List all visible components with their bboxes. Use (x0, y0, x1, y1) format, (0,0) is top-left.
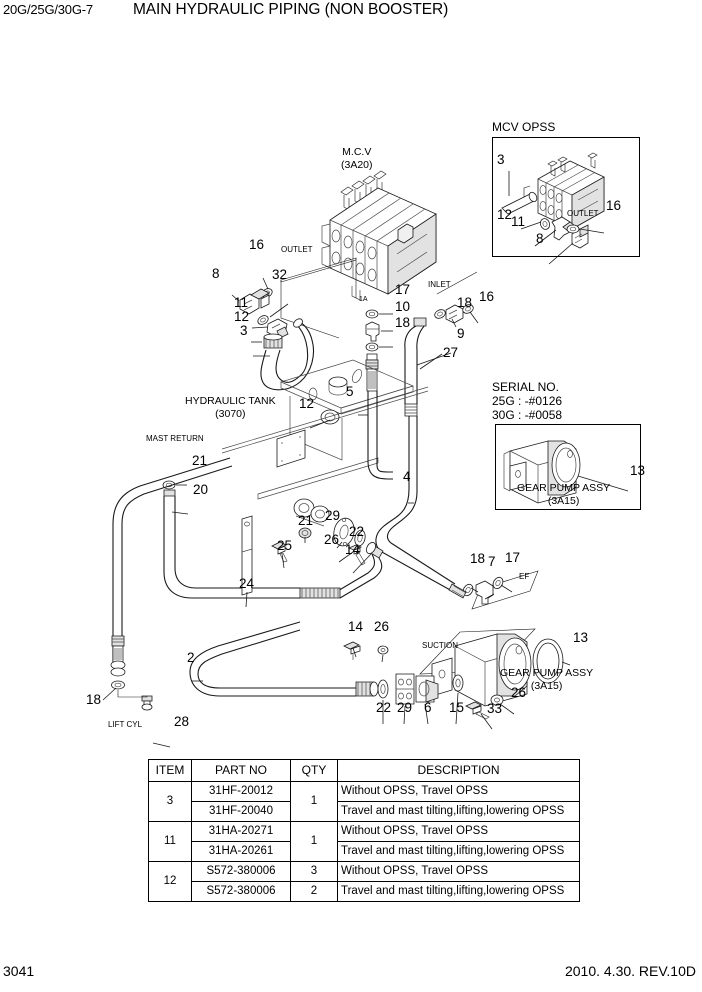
cell-qty: 3 (291, 862, 338, 882)
suction-label: SUCTION (422, 641, 458, 650)
outlet-left-label: OUTLET (281, 245, 313, 254)
callout-28: 28 (174, 714, 190, 729)
callout-9-inlet: 9 (457, 326, 465, 341)
cell-qty: 1 (291, 822, 338, 862)
table-row (149, 842, 580, 862)
header-part-no: PART NO (192, 760, 291, 782)
cell-part-no: S572-380006 (192, 862, 291, 882)
mcv-name: M.C.V (342, 146, 372, 158)
mast-return-label: MAST RETURN (146, 434, 204, 443)
parts-table-container (148, 759, 580, 902)
mcv-opss-inset-frame (492, 137, 640, 257)
callout-10: 10 (395, 299, 411, 314)
cell-item: 3 (149, 782, 192, 822)
callout-18-ef: 18 (470, 551, 486, 566)
mcv-opss-callout-3: 3 (497, 152, 505, 167)
mcv-label (341, 146, 373, 171)
header-description: DESCRIPTION (338, 760, 580, 782)
callout-14-suction: 14 (348, 619, 364, 634)
pipe-line-4 (376, 416, 455, 591)
hydraulic-tank-label (185, 395, 276, 420)
callout-18-inlet: 18 (457, 295, 473, 310)
outlet-fitting-group-left (240, 258, 356, 390)
callout-7-ef: 7 (488, 554, 496, 569)
serial-inset-callout-13: 13 (630, 463, 646, 478)
serial-gear-pump-label (517, 482, 610, 507)
callout-15: 15 (449, 700, 465, 715)
mcv-opss-callout-11: 11 (511, 214, 526, 229)
port-1a-label: 1A (359, 296, 368, 303)
cell-description: Without OPSS, Travel OPSS (338, 862, 580, 882)
table-header-row (149, 760, 580, 782)
cell-item: 11 (149, 822, 192, 862)
callout-21-center: 21 (298, 513, 314, 528)
callout-18-liftcyl: 18 (86, 692, 102, 707)
table-row (149, 882, 580, 902)
callout-27: 27 (443, 345, 459, 360)
hydraulic-tank-body (222, 360, 428, 499)
callout-24: 24 (239, 576, 255, 591)
cell-qty: 2 (291, 882, 338, 902)
callout-25: 25 (277, 538, 293, 553)
callout-13-oring: 13 (573, 630, 589, 645)
cell-part-no: 31HF-20040 (192, 802, 291, 822)
parts-table (148, 759, 580, 902)
table-row (149, 802, 580, 822)
page-number: 3041 (3, 963, 35, 979)
cell-description: Travel and mast tilting,lifting,lowering OPSS (338, 842, 580, 862)
callout-29-center: 29 (325, 508, 341, 523)
cell-part-no: 31HF-20012 (192, 782, 291, 802)
table-row (149, 822, 580, 842)
cell-part-no: S572-380006 (192, 882, 291, 902)
callout-26-center: 26 (324, 532, 340, 547)
cell-description: Without OPSS, Travel OPSS (338, 822, 580, 842)
callout-12-outlet: 12 (234, 309, 250, 324)
callout-4: 4 (403, 469, 411, 484)
exploded-parts-diagram (0, 24, 702, 754)
mcv-code: (3A20) (341, 158, 373, 171)
suction-line-group (190, 619, 463, 704)
callout-14-center: 14 (345, 542, 361, 557)
tank-code: (3070) (215, 407, 246, 420)
callout-22-center: 22 (349, 524, 365, 539)
mcv-opss-callout-12: 12 (497, 207, 513, 222)
callout-8-outlet: 8 (212, 266, 220, 281)
serial-30g-line: 30G : -#0058 (492, 408, 563, 422)
table-row (149, 782, 580, 802)
callout-26-suction: 26 (374, 619, 390, 634)
callout-3-hose: 3 (240, 323, 248, 338)
callout-22-suction: 22 (376, 700, 392, 715)
callout-17-ef: 17 (505, 550, 521, 565)
callout-33: 33 (487, 701, 503, 716)
cell-description: Travel and mast tilting,lifting,lowering OPSS (338, 802, 580, 822)
callout-17-1a: 17 (395, 282, 411, 297)
callout-6: 6 (424, 700, 432, 715)
callout-20: 20 (193, 482, 209, 497)
serial-gear-pump-name: GEAR PUMP ASSY (517, 482, 611, 494)
gear-pump-name: GEAR PUMP ASSY (500, 667, 594, 679)
serial-25g-line: 25G : -#0126 (492, 394, 563, 408)
callout-26-pump: 26 (511, 685, 527, 700)
gear-pump-code: (3A15) (530, 679, 563, 692)
callout-18-1a: 18 (395, 315, 411, 330)
cell-description: Without OPSS, Travel OPSS (338, 782, 580, 802)
callout-32: 32 (272, 267, 288, 282)
model-designation: 20G/25G/30G-7 (3, 2, 93, 17)
callout-21-mast: 21 (192, 453, 208, 468)
mcv-opss-outlet-label: OUTLET (567, 209, 599, 218)
cell-qty: 1 (291, 782, 338, 822)
port-1a-fitting-column (366, 310, 379, 391)
callout-12-tank: 12 (299, 396, 315, 411)
inlet-label: INLET (428, 280, 451, 289)
mcv-opss-inset-title: MCV OPSS (492, 120, 556, 134)
callout-5: 5 (346, 384, 354, 399)
callout-29-suction: 29 (397, 700, 413, 715)
mcv-opss-callout-16: 16 (606, 198, 622, 213)
cell-part-no: 31HA-20261 (192, 842, 291, 862)
cell-part-no: 31HA-20271 (192, 822, 291, 842)
serial-gear-pump-code: (3A15) (547, 494, 580, 507)
header-qty: QTY (291, 760, 338, 782)
page-title: MAIN HYDRAULIC PIPING (NON BOOSTER) (133, 1, 449, 18)
lift-cyl-label: LIFT CYL (108, 720, 143, 729)
cell-description: Travel and mast tilting,lifting,lowering OPSS (338, 882, 580, 902)
revision-date: 2010. 4.30. REV.10D (564, 963, 696, 979)
callout-16-outlet: 16 (249, 237, 265, 252)
callout-2: 2 (187, 650, 195, 665)
page-header (0, 0, 702, 24)
table-row (149, 862, 580, 882)
cell-item: 12 (149, 862, 192, 902)
callout-16-inlet: 16 (479, 289, 495, 304)
mcv-opss-callout-8: 8 (536, 231, 544, 246)
callout-11-outlet: 11 (234, 295, 249, 310)
mcv-valve-body (322, 171, 436, 300)
header-item: ITEM (149, 760, 192, 782)
port-ef-label: EF (519, 572, 530, 581)
tank-name: HYDRAULIC TANK (185, 395, 276, 407)
serial-inset-title: SERIAL NO. (492, 380, 559, 394)
